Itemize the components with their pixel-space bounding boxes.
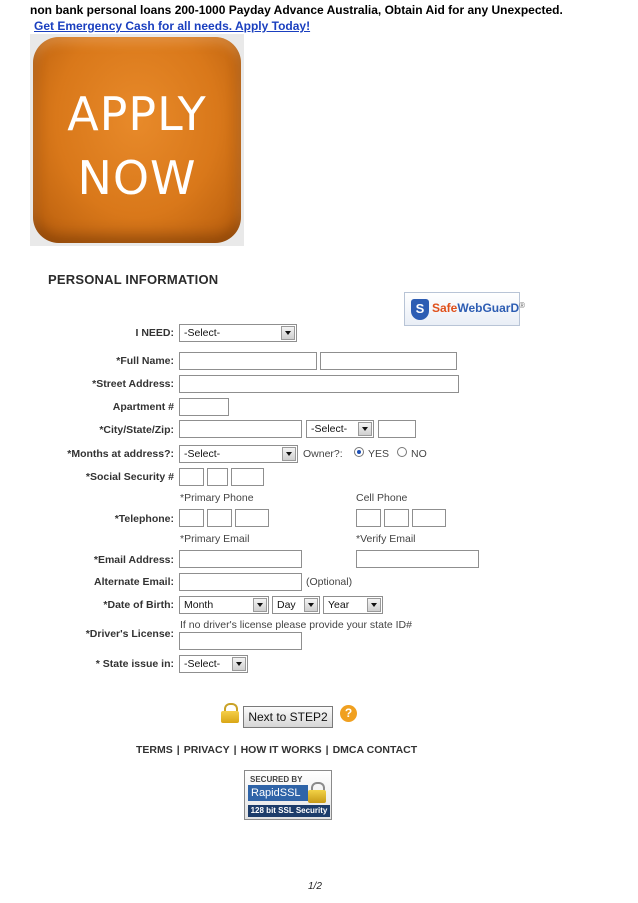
license-label: *Driver's License:	[85, 628, 174, 640]
badge-mark: ®	[519, 301, 526, 310]
privacy-link[interactable]: PRIVACY	[183, 744, 230, 756]
separator: |	[325, 744, 329, 756]
chevron-down-icon	[282, 447, 296, 461]
emergency-cash-link[interactable]: Get Emergency Cash for all needs. Apply Today!	[34, 19, 311, 33]
telephone-label: *Telephone:	[114, 513, 174, 525]
dob-day-select[interactable]	[272, 596, 320, 614]
state-issue-select[interactable]	[179, 655, 248, 673]
months-select[interactable]	[179, 445, 298, 463]
separator: |	[176, 744, 180, 756]
next-step-button[interactable]: Next to STEP2	[243, 706, 333, 728]
verify-email-hint: *Verify Email	[356, 533, 416, 545]
owner-yes-label: YES	[368, 448, 390, 460]
ssn-part-1-input[interactable]	[179, 468, 204, 486]
first-name-input[interactable]	[179, 352, 317, 370]
last-name-input[interactable]	[320, 352, 457, 370]
terms-link[interactable]: TERMS	[136, 744, 173, 756]
separator: |	[233, 744, 237, 756]
chevron-down-icon	[253, 598, 267, 612]
cell-phone-prefix-input[interactable]	[384, 509, 409, 527]
page-number: 1/2	[308, 881, 322, 892]
state-select[interactable]	[306, 420, 374, 438]
lock-icon	[221, 703, 239, 723]
chevron-down-icon	[358, 422, 372, 436]
full-name-label: *Full Name:	[116, 355, 174, 367]
section-title: PERSONAL INFORMATION	[48, 272, 219, 287]
primary-phone-area-input[interactable]	[179, 509, 204, 527]
ssl-strength: 128 bit SSL Security	[248, 805, 330, 817]
zip-input[interactable]	[378, 420, 416, 438]
dob-day-value: Day	[277, 599, 296, 611]
primary-phone-hint: *Primary Phone	[180, 492, 254, 504]
state-select-value: -Select-	[311, 423, 348, 435]
license-note: If no driver's license please provide your state ID#	[180, 619, 412, 631]
apartment-input[interactable]	[179, 398, 229, 416]
ssn-part-3-input[interactable]	[231, 468, 264, 486]
badge-part-2: WebGuarD	[457, 301, 520, 315]
cell-phone-line-input[interactable]	[412, 509, 446, 527]
apply-line-2: NOW	[77, 151, 197, 205]
chevron-down-icon	[367, 598, 381, 612]
street-address-input[interactable]	[179, 375, 459, 393]
need-label: I NEED:	[135, 327, 174, 339]
license-input[interactable]	[179, 632, 302, 650]
need-select[interactable]	[179, 324, 297, 342]
owner-label: Owner?:	[303, 448, 343, 460]
email-label: *Email Address:	[93, 554, 174, 566]
chevron-down-icon	[232, 657, 246, 671]
primary-phone-prefix-input[interactable]	[207, 509, 232, 527]
rapidssl-seal	[244, 770, 332, 820]
cell-phone-area-input[interactable]	[356, 509, 381, 527]
need-select-value: -Select-	[184, 327, 221, 339]
chevron-down-icon	[304, 598, 318, 612]
cell-phone-hint: Cell Phone	[356, 492, 408, 504]
alternate-email-label: Alternate Email:	[94, 576, 174, 588]
owner-no-label: NO	[411, 448, 427, 460]
months-select-value: -Select-	[184, 448, 221, 460]
dob-label: *Date of Birth:	[103, 599, 174, 611]
dob-month-value: Month	[184, 599, 214, 611]
shield-icon: S	[411, 299, 429, 320]
dob-year-value: Year	[328, 599, 350, 611]
safewebguard-badge	[404, 292, 526, 326]
apply-now-button[interactable]	[33, 37, 241, 243]
optional-hint: (Optional)	[306, 576, 353, 588]
owner-no-radio[interactable]	[397, 447, 407, 457]
ssl-brand: RapidSSL	[248, 785, 308, 801]
city-input[interactable]	[179, 420, 302, 438]
badge-part-1: Safe	[432, 301, 458, 315]
dob-year-select[interactable]	[323, 596, 383, 614]
ssn-part-2-input[interactable]	[207, 468, 228, 486]
email-input[interactable]	[179, 550, 302, 568]
primary-phone-line-input[interactable]	[235, 509, 269, 527]
safewebguard-text	[432, 301, 525, 315]
dob-month-select[interactable]	[179, 596, 269, 614]
city-state-zip-label: *City/State/Zip:	[99, 424, 174, 436]
ssl-secured-by: SECURED BY	[250, 775, 303, 784]
page-title: non bank personal loans 200-1000 Payday Advance Australia, Obtain Aid for any Unexpected.	[30, 3, 563, 17]
apply-now-banner	[30, 34, 244, 246]
state-issue-value: -Select-	[184, 658, 221, 670]
ssn-label: *Social Security #	[85, 471, 174, 483]
apartment-label: Apartment #	[112, 401, 174, 413]
months-at-address-label: *Months at address?:	[67, 448, 174, 460]
alternate-email-input[interactable]	[179, 573, 302, 591]
owner-yes-radio[interactable]	[354, 447, 364, 457]
help-icon[interactable]: ?	[340, 705, 357, 722]
verify-email-input[interactable]	[356, 550, 479, 568]
chevron-down-icon	[281, 326, 295, 340]
dmca-contact-link[interactable]: DMCA CONTACT	[332, 744, 418, 756]
street-address-label: *Street Address:	[92, 378, 174, 390]
footer-links	[136, 744, 417, 756]
how-it-works-link[interactable]: HOW IT WORKS	[240, 744, 322, 756]
primary-email-hint: *Primary Email	[180, 533, 250, 545]
padlock-icon	[307, 782, 327, 804]
state-issue-label: * State issue in:	[95, 658, 174, 670]
apply-line-1: APPLY	[67, 87, 207, 141]
